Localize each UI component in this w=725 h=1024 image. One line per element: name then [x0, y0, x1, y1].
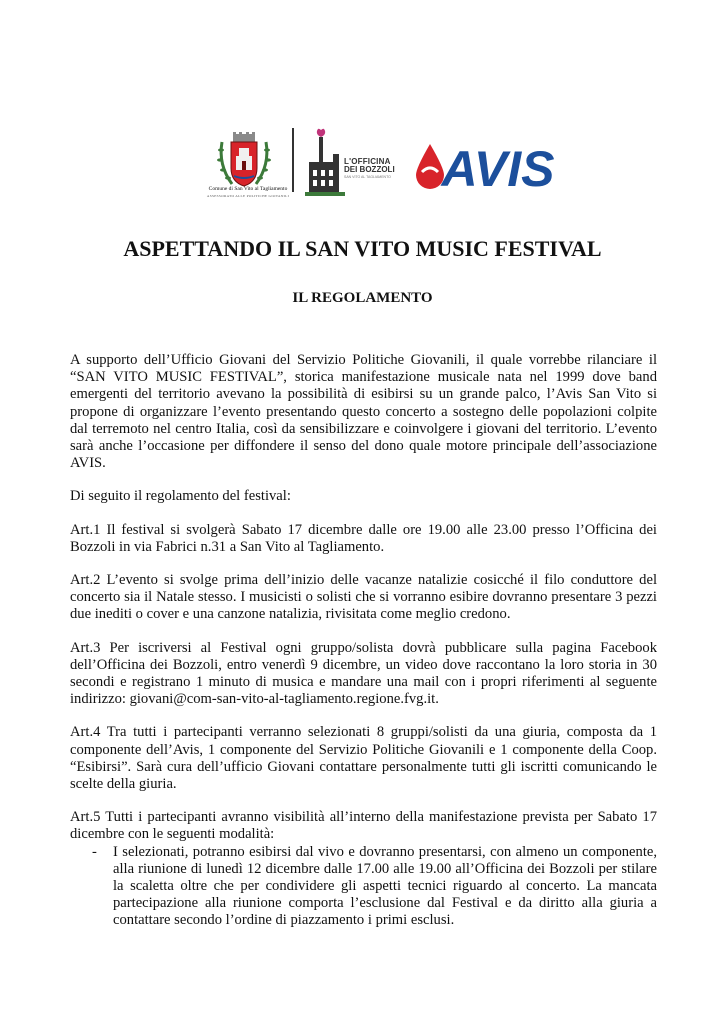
officina-logo-text — [344, 158, 404, 180]
comune-subtitle: ASSESSORATO ALLE POLITICHE GIOVANILI — [206, 194, 290, 198]
article-5: Art.5 Tutti i partecipanti avranno visibilità all’interno della manifestazione prevista per Sabato 17 dicembre con le seguenti modalità: — [70, 809, 657, 843]
page-title: ASPETTANDO IL SAN VITO MUSIC FESTIVAL — [123, 236, 602, 261]
article-1: Art.1 Il festival si svolgerà Sabato 17 dicembre dalle ore 19.00 alle 23.00 presso l’Officina dei Bozzoli in via Fabrici n.31 a San Vito al Tagliamento. — [70, 521, 657, 555]
bullet-dash: - — [92, 843, 97, 860]
header-logos — [0, 120, 725, 205]
list-item — [70, 844, 657, 930]
comune-name: Comune di San Vito al Tagliamento — [208, 186, 288, 192]
article-5-list — [70, 844, 657, 930]
document-body — [70, 352, 657, 930]
intro-paragraph: A supporto dell’Ufficio Giovani del Servizio Politiche Giovanili, il quale vorrebbe rilanciare il “SAN VITO MUSIC FESTIVAL”, storica manifestazione musicale nata nel 1999 dove band emergenti del territorio avevano la possibilità di esibirsi su un grande palco, l’Avis San Vito si propone di organizzare l’evento presentando questo concerto a sostegno delle popolazioni colpite dal terremoto nel centro Italia, così da sensibilizzare e coinvolgere i giovani del territorio. L’evento sarà anche l’occasione per diffondere il senso del dono quale motore principale dell’associazione AVIS. — [70, 352, 657, 472]
officina-line1: L'OFFICINA — [344, 157, 391, 166]
comune-crest-logo — [214, 130, 274, 192]
officina-dei-bozzoli-logo — [305, 128, 345, 198]
officina-line3: SAN VITO AL TAGLIAMENTO — [344, 175, 391, 179]
list-item-text: I selezionati, potranno esibirsi dal vivo e dovranno presentarsi, con almeno un componente, alla riunione di lunedì 12 dicembre dalle 17.00 alle 19.00 all’Officina dei Bozzoli per stilare la scaletta oltre che per condividere gli aspetti tecnici riguardo al concerto. La mancata partecipazione alla riunione comporta l’esclusione dal Festival e da diritto alla giuria a contattare secondo l’ordine di piazzamento i primi esclusi. — [113, 843, 657, 929]
officina-line2: DEI BOZZOLI — [344, 165, 395, 174]
avis-logo-text: AVIS — [441, 142, 554, 190]
page-subtitle: IL REGOLAMENTO — [292, 290, 433, 306]
logo-divider — [292, 128, 294, 192]
lead-paragraph: Di seguito il regolamento del festival: — [70, 488, 291, 505]
avis-logo — [408, 142, 554, 190]
article-2: Art.2 L’evento si svolge prima dell’inizio delle vacanze natalizie cosicché il filo conduttore del concerto sia il Natale stesso. I musicisti o solisti che si vorranno esibire dovranno presentare 3 pezzi due inediti o cover e una canzone natalizia, rivisitata come meglio credono. — [70, 572, 657, 623]
article-3: Art.3 Per iscriversi al Festival ogni gruppo/solista dovrà pubblicare sulla pagina Facebook dell’Officina dei Bozzoli, entro venerdì 9 dicembre, un video dove raccontano la loro storia in 30 secondi e registrano 1 minuto di musica e mandare una mail con i propri riferimenti al seguente indirizzo: giovani@com-san-vito-al-tagliamento.regione.fvg.it. — [70, 639, 657, 708]
article-4: Art.4 Tra tutti i partecipanti verranno selezionati 8 gruppi/solisti da una giuria, composta da 1 componente dell’Avis, 1 componente del Servizio Politiche Giovanili e 1 componente della Coop. “Esibirsi”. Sarà cura dell’ufficio Giovani contattare personalmente tutti gli iscritti comunicando le scelte della giuria. — [70, 724, 657, 793]
